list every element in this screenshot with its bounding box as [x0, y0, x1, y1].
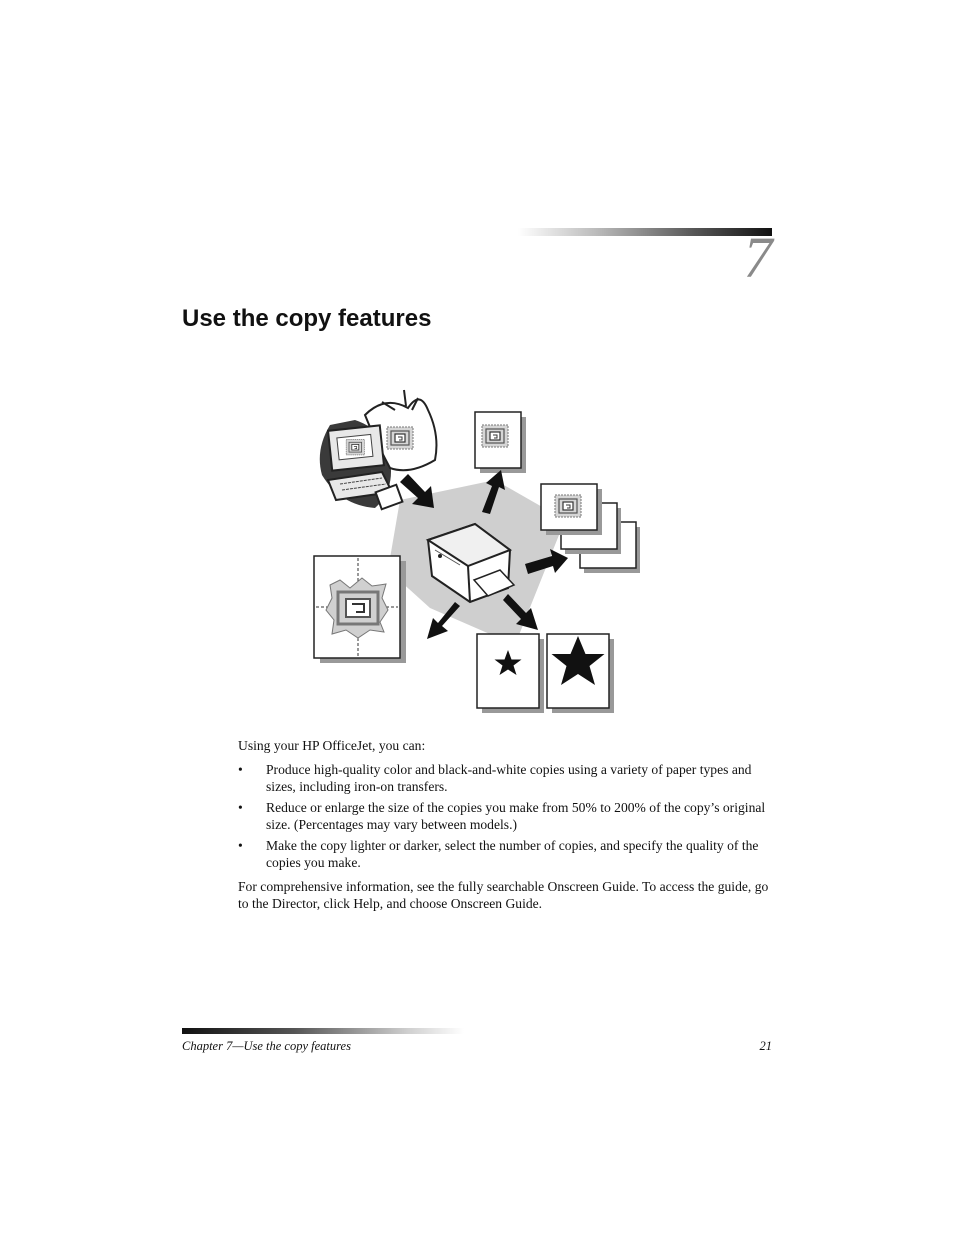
enlarged-copy-page	[314, 556, 406, 663]
body-text	[238, 737, 772, 913]
chapter-number: 7	[743, 225, 773, 290]
chapter-header-rule	[518, 228, 772, 236]
page-title: Use the copy features	[182, 305, 432, 332]
list-item	[238, 761, 772, 796]
lighter-darker-pages	[477, 634, 614, 713]
list-item-text: Produce high-quality color and black-and-white copies using a variety of paper types and sizes, including iron-on transfers.	[266, 761, 752, 794]
single-copy-page	[475, 412, 526, 473]
copy-features-illustration	[300, 380, 650, 720]
list-item	[238, 837, 772, 872]
bullet-icon: •	[238, 761, 243, 777]
list-item-text: Make the copy lighter or darker, select the number of copies, and specify the quality of the copies you make.	[266, 837, 759, 870]
closing-paragraph: For comprehensive information, see the fully searchable Onscreen Guide. To access the guide, go to the Director, click Help, and choose Onscreen Guide.	[238, 878, 769, 911]
footer-page-number: 21	[759, 1039, 772, 1053]
bullet-icon: •	[238, 799, 243, 815]
list-item	[238, 799, 772, 834]
bullet-icon: •	[238, 837, 243, 853]
feature-list	[238, 761, 772, 872]
footer-rule	[182, 1028, 464, 1034]
intro-paragraph: Using your HP OfficeJet, you can:	[238, 738, 426, 753]
list-item-text: Reduce or enlarge the size of the copies you make from 50% to 200% of the copy’s original size. (Percentages may vary between models.)	[266, 799, 766, 832]
footer-chapter-label: Chapter 7—Use the copy features	[182, 1039, 351, 1053]
